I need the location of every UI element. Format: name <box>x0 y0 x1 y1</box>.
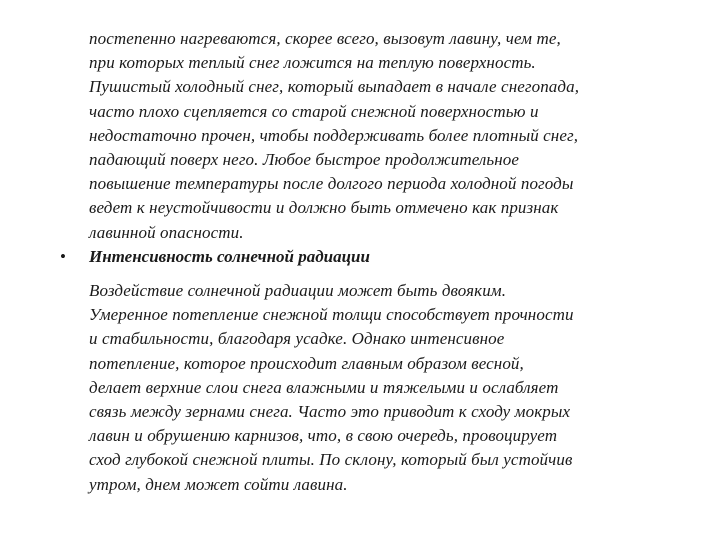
text-line: связь между зернами снега. Часто это приводит к сходу мокрых <box>89 402 571 422</box>
paragraph-solar-radiation <box>89 279 689 497</box>
text-line: Пушистый холодный снег, который выпадает в начале снегопада, <box>89 77 580 97</box>
text-line: Воздействие солнечной радиации может быть двояким. <box>89 281 507 300</box>
text-line: при которых теплый снег ложится на теплую поверхность. <box>89 53 536 73</box>
text-line: Умеренное потепление снежной толщи способствует прочности <box>89 305 574 325</box>
section-heading: Интенсивность солнечной радиации <box>89 247 370 266</box>
text-line: повышение температуры после долгого периода холодной погоды <box>89 174 574 194</box>
text-line: потепление, которое происходит главным образом весной, <box>89 353 524 373</box>
text-line: и стабильности, благодаря усадке. Однако интенсивное <box>89 329 505 349</box>
bullet-marker: • <box>60 247 66 266</box>
text-line: лавинной опасности. <box>89 222 244 242</box>
text-line: лавин и обрушению карнизов, что, в свою очередь, провоцирует <box>89 426 558 446</box>
text-line: делает верхние слои снега влажными и тяжелыми и ослабляет <box>89 377 559 397</box>
text-line: часто плохо сцепляется со старой снежной поверхностью и <box>89 101 539 121</box>
text-line: недостаточно прочен, чтобы поддерживать более плотный снег, <box>89 125 579 145</box>
text-line: ведет к неустойчивости и должно быть отмечено как признак <box>89 198 559 218</box>
text-line: постепенно нагреваются, скорее всего, вызовут лавину, чем те, <box>89 29 561 48</box>
text-line: сход глубокой снежной плиты. По склону, который был устойчив <box>89 450 573 470</box>
text-line: утром, днем может сойти лавина. <box>89 474 348 494</box>
paragraph-temperature <box>89 27 689 245</box>
text-line: падающий поверх него. Любое быстрое продолжительное <box>89 150 520 170</box>
